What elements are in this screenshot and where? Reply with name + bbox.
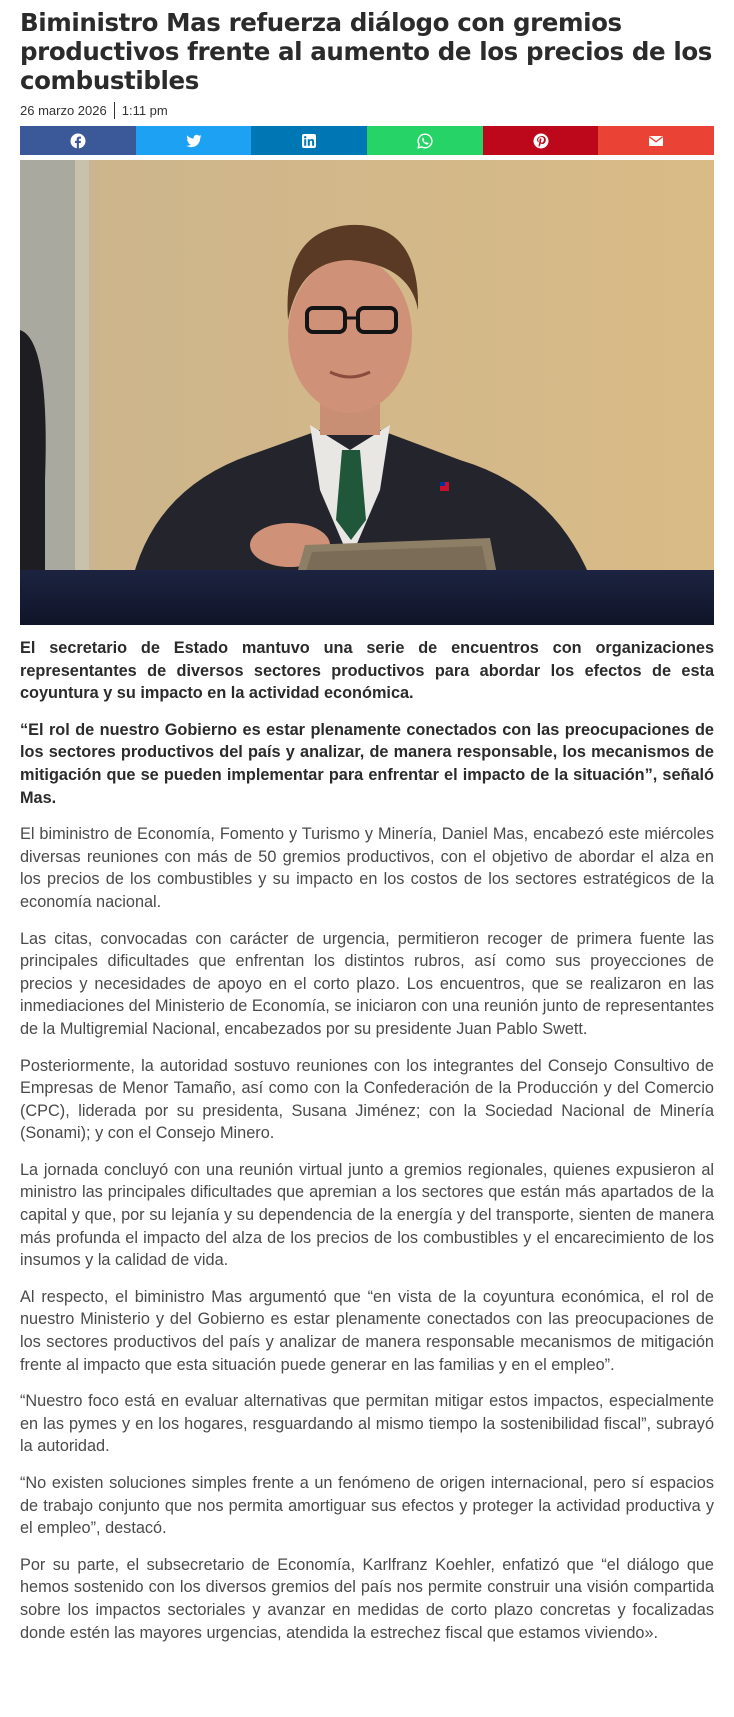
share-bar [20, 126, 714, 155]
email-icon [648, 133, 664, 149]
body-paragraph: Al respecto, el biministro Mas argumentó que “en vista de la coyuntura económica, el rol de nuestro Ministerio y del Gobierno es estar plenamente conectados con las preocupaciones de los sectores productivos del país y analizar de manera responsable mecanismos de mitigación frente al impacto que esta situación puede generar en las familias y en el empleo”. [20, 1287, 714, 1374]
facebook-icon [70, 133, 86, 149]
article-date: 26 marzo 2026 [20, 102, 107, 118]
photo-illustration [20, 160, 714, 625]
twitter-icon [186, 133, 202, 149]
share-whatsapp-button[interactable] [367, 126, 483, 155]
body-paragraph: El biministro de Economía, Fomento y Turismo y Minería, Daniel Mas, encabezó este miércoles diversas reuniones con más de 50 gremios productivos, con el objetivo de abordar el alza en los precios de los combustibles y su impacto en los costos de los sectores estratégicos de la economía nacional. [20, 825, 714, 911]
body-paragraph: Posteriormente, la autoridad sostuvo reuniones con los integrantes del Consejo Consultivo de Empresas de Menor Tamaño, así como con la Confederación de la Producción y del Comercio (CPC), liderada por su presidenta, Susana Jiménez; con la Sociedad Nacional de Minería (Sonami); y con el Consejo Minero. [20, 1056, 714, 1143]
share-email-button[interactable] [598, 126, 714, 155]
body-paragraph: “No existen soluciones simples frente a un fenómeno de origen internacional, pero sí espacios de trabajo conjunto que nos permita amortiguar sus efectos y proteger la actividad productiva y el empleo”, destacó. [20, 1474, 714, 1538]
body-paragraph: Por su parte, el subsecretario de Economía, Karlfranz Koehler, enfatizó que “el diálogo que hemos sostenido con los diversos gremios del país nos permite construir una visión compartida sobre los impactos sectoriales y avanzar en medidas de corto plazo concretas y focalizadas donde estén las mayores urgencias, atendida la estrechez fiscal que estamos viviendo». [20, 1555, 714, 1642]
article-body [20, 637, 714, 1644]
whatsapp-icon [417, 133, 433, 149]
share-twitter-button[interactable] [136, 126, 252, 155]
share-facebook-button[interactable] [20, 126, 136, 155]
lead-paragraph: El secretario de Estado mantuvo una serie de encuentros con organizaciones representantes de diversos sectores productivos para abordar los efectos de esta coyuntura y su impacto en la actividad económica. [20, 639, 714, 703]
body-paragraph: Las citas, convocadas con carácter de urgencia, permitieron recoger de primera fuente las principales dificultades que enfrentan los distintos rubros, así como sus proyecciones de precios y necesidades de apoyo en el corto plazo. Los encuentros, que se realizaron en las inmediaciones del Ministerio de Economía, se iniciaron con una reunión junto de representantes de la Multigremial Nacional, encabezados por su presidente Juan Pablo Swett. [20, 929, 714, 1038]
article-page [0, 8, 734, 1717]
body-paragraph: La jornada concluyó con una reunión virtual junto a gremios regionales, quienes expusieron al ministro las principales dificultades que apremian a los sectores que están más apartados de la capital y que, por su lejanía y su dependencia de la energía y del transporte, sienten de manera más profunda el impacto del alza de los precios de los combustibles y el encarecimiento de los insumos y la calidad de vida. [20, 1160, 714, 1270]
share-pinterest-button[interactable] [483, 126, 599, 155]
meta-divider [114, 102, 115, 119]
lead-quote: “El rol de nuestro Gobierno es estar plenamente conectados con las preocupaciones de los sectores productivos del país y analizar, de manera responsable, los mecanismos de mitigación que se pueden implementar para enfrentar el impacto de la situación”, señaló Mas. [20, 720, 714, 807]
article-meta [20, 101, 714, 119]
article-title: Biministro Mas refuerza diálogo con gremios productivos frente al aumento de los precios de los combustibles [20, 8, 712, 95]
body-paragraph: “Nuestro foco está en evaluar alternativas que permitan mitigar estos impactos, especialmente en las pymes y en los hogares, resguardando al mismo tiempo la sostenibilidad fiscal”, subrayó la autoridad. [20, 1392, 714, 1456]
article-photo [20, 160, 714, 625]
article-time: 1:11 pm [121, 102, 168, 118]
pinterest-icon [533, 133, 549, 149]
linkedin-icon [301, 133, 317, 149]
share-linkedin-button[interactable] [251, 126, 367, 155]
